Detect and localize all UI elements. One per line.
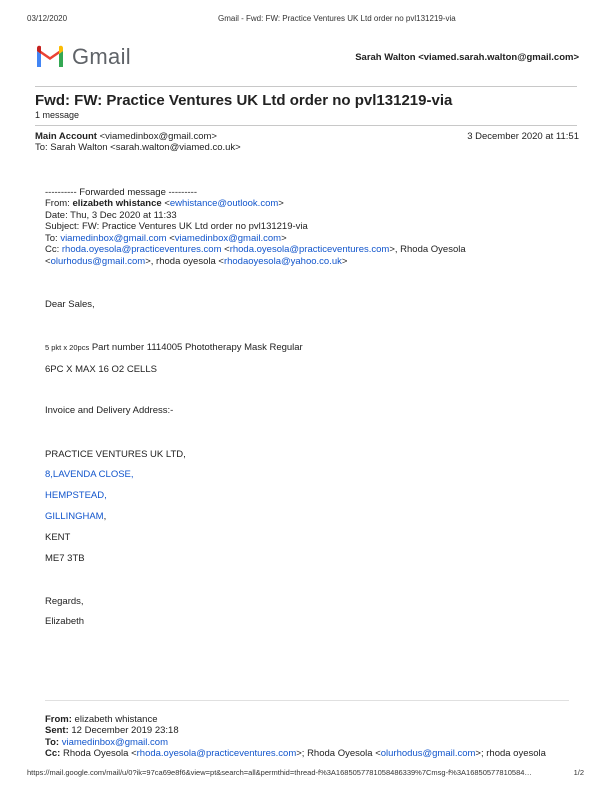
forward-sender-name: elizabeth whistance xyxy=(72,198,162,209)
greeting: Dear Sales, xyxy=(45,299,95,310)
gmail-logo-icon xyxy=(35,45,65,67)
quoted-to: To: viamedinbox@gmail.com xyxy=(45,737,168,748)
gmail-wordmark: Gmail xyxy=(72,44,131,69)
forward-date: Date: Thu, 3 Dec 2020 at 11:33 xyxy=(45,210,177,221)
print-title: Gmail - Fwd: FW: Practice Ventures UK Ltd order no pvl131219-via xyxy=(218,14,456,23)
forward-separator: ---------- Forwarded message --------- xyxy=(45,187,197,198)
message-date: 3 December 2020 at 11:51 xyxy=(467,131,579,142)
signature: Elizabeth xyxy=(45,616,85,627)
part-description: Part number 1114005 Phototherapy Mask Regular xyxy=(89,342,303,353)
account-line: Sarah Walton <viamed.sarah.walton@gmail.com> xyxy=(355,52,579,63)
cc-link-4[interactable]: rhodaoyesola@yahoo.co.uk xyxy=(223,256,342,267)
quote-divider xyxy=(45,700,569,701)
address-line-3: GILLINGHAM, xyxy=(45,511,107,522)
order-line xyxy=(45,342,303,354)
print-date: 03/12/2020 xyxy=(27,14,68,23)
message-count: 1 message xyxy=(35,110,80,120)
cc-link-2[interactable]: rhoda.oyesola@practiceventures.com xyxy=(229,244,390,255)
quoted-from: From: elizabeth whistance xyxy=(45,714,158,725)
quoted-cc-link-2[interactable]: olurhodus@gmail.com xyxy=(380,748,476,759)
regards: Regards, xyxy=(45,596,84,607)
invoice-heading: Invoice and Delivery Address:- xyxy=(45,405,174,416)
postcode: ME7 3TB xyxy=(45,553,85,564)
quoted-sent: Sent: 12 December 2019 23:18 xyxy=(45,725,179,736)
cells-line: 6PC X MAX 16 O2 CELLS xyxy=(45,364,157,375)
footer-url: https://mail.google.com/mail/u/0?ik=97ca69e8f6&view=pt&search=all&permthid=thread-f%3A1685057781058486339%7Cmsg-f%3A16850577810584… xyxy=(27,768,532,777)
forward-from: From: elizabeth whistance <ewhistance@outlook.com> xyxy=(45,198,284,209)
quoted-to-link[interactable]: viamedinbox@gmail.com xyxy=(61,737,168,748)
cc-link-1[interactable]: rhoda.oyesola@practiceventures.com xyxy=(61,244,222,255)
forward-to-link-2[interactable]: viamedinbox@gmail.com xyxy=(174,233,282,244)
thread-subject: Fwd: FW: Practice Ventures UK Ltd order no pvl131219-via xyxy=(35,92,453,109)
forward-sender-email-link[interactable]: ewhistance@outlook.com xyxy=(169,198,279,209)
forward-subject: Subject: FW: Practice Ventures UK Ltd order no pvl131219-via xyxy=(45,221,308,232)
forward-to-link[interactable]: viamedinbox@gmail.com xyxy=(60,233,167,244)
address-town-link[interactable]: GILLINGHAM xyxy=(45,511,104,522)
header-divider xyxy=(35,86,577,87)
company-name: PRACTICE VENTURES UK LTD, xyxy=(45,449,186,460)
cc-link-3[interactable]: olurhodus@gmail.com xyxy=(50,256,146,267)
quoted-cc-link-1[interactable]: rhoda.oyesola@practiceventures.com xyxy=(136,748,297,759)
county: KENT xyxy=(45,532,71,543)
quoted-cc: Cc: Rhoda Oyesola <rhoda.oyesola@practiceventures.com>; Rhoda Oyesola <olurhodus@gmail.com>; rhoda oyesola xyxy=(45,748,546,759)
message-to: To: Sarah Walton <sarah.walton@viamed.co.uk> xyxy=(35,142,241,153)
pack-quantity: 5 pkt x 20pcs xyxy=(45,343,90,352)
message-from xyxy=(35,131,217,143)
sender-email: <viamedinbox@gmail.com> xyxy=(99,131,217,142)
page-number: 1/2 xyxy=(573,768,584,777)
address-line-2[interactable]: HEMPSTEAD, xyxy=(45,490,107,501)
address-line-1[interactable]: 8,LAVENDA CLOSE, xyxy=(45,469,134,480)
forward-cc: Cc: rhoda.oyesola@practiceventures.com <rhoda.oyesola@practiceventures.com>, Rhoda Oyesola xyxy=(45,244,466,255)
forward-cc-cont: <olurhodus@gmail.com>, rhoda oyesola <rhodaoyesola@yahoo.co.uk> xyxy=(45,256,348,267)
subject-divider xyxy=(35,125,577,126)
forward-to: To: viamedinbox@gmail.com <viamedinbox@gmail.com> xyxy=(45,233,287,244)
sender-name: Main Account xyxy=(35,131,97,142)
